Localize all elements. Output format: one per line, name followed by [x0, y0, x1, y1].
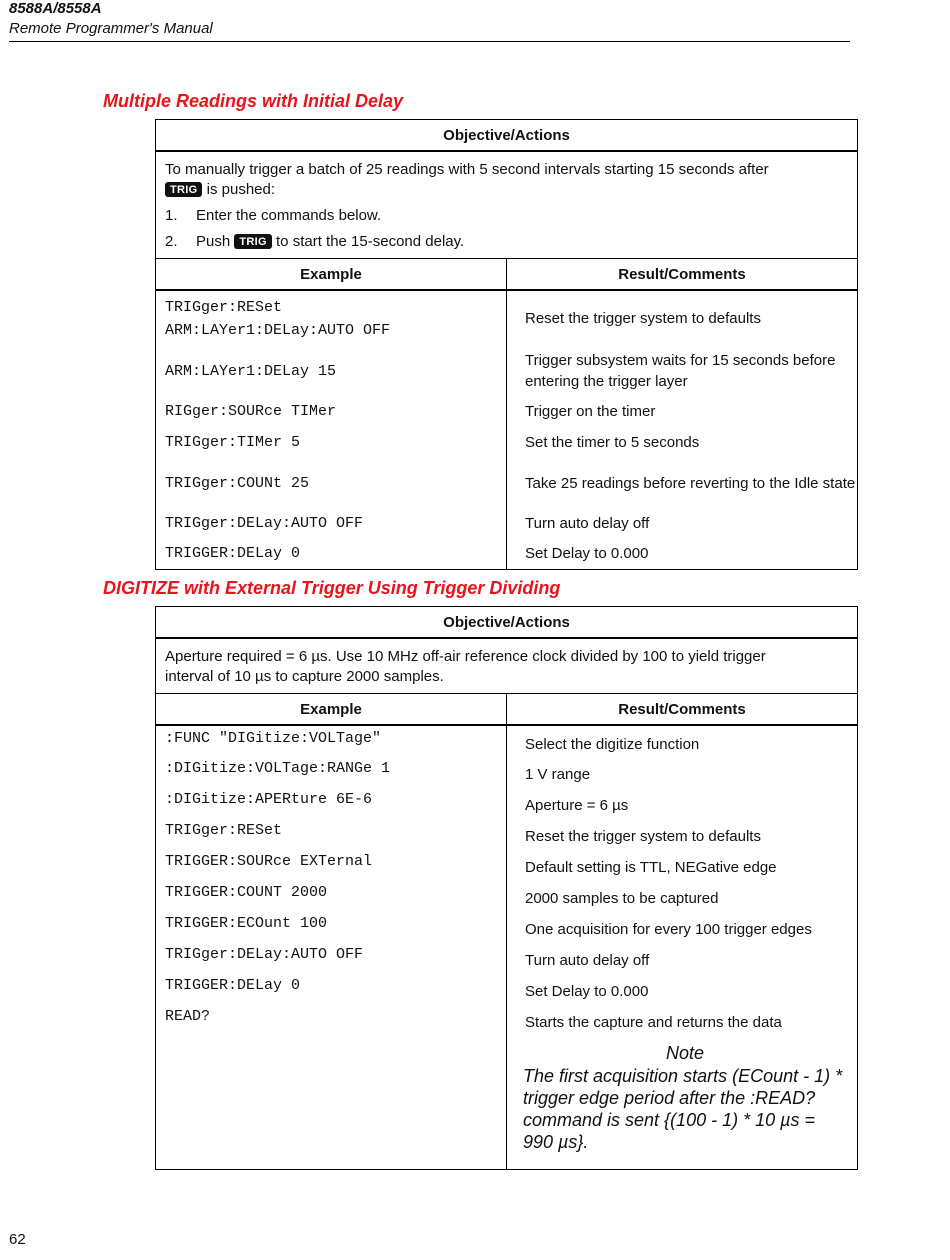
command-text: ARM:LAYer1:DELay:AUTO OFF	[165, 321, 391, 339]
result-column-header: Result/Comments	[507, 259, 858, 291]
note-text: The first acquisition starts (ECount - 1) * trigger edge period after the :READ? command is sent {(100 - 1) * 10 µs = 990 µs}.	[523, 1066, 843, 1152]
section-title-multiple-readings: Multiple Readings with Initial Delay	[103, 91, 404, 111]
comment-cell: Trigger subsystem waits for 15 seconds before entering the trigger layer	[507, 346, 858, 396]
example-column-header: Example	[156, 259, 507, 291]
command-text: TRIGger:TIMer 5	[165, 434, 301, 451]
command-text: TRIGger:RESet	[165, 298, 283, 316]
objective-text-cont	[165, 180, 847, 200]
section-title-digitize: DIGITIZE with External Trigger Using Trigger Dividing	[103, 578, 561, 598]
command-text: TRIGGER:DELay 0	[165, 545, 301, 563]
objective-text: Aperture required = 6 µs. Use 10 MHz off-air reference clock divided by 100 to yield trigger	[165, 648, 766, 665]
command-cell: TRIGGER:DELay 0	[156, 973, 507, 1004]
step-number: 1.	[165, 207, 178, 224]
comment-cell: Trigger on the timer	[507, 396, 858, 427]
column-header-row	[156, 694, 858, 726]
command-cell: TRIGger:DELay:AUTO OFF	[156, 942, 507, 973]
step-item	[165, 232, 847, 252]
table-row	[156, 427, 858, 458]
command-cell	[156, 290, 507, 346]
objective-row	[156, 638, 858, 694]
note-cell	[507, 1035, 858, 1169]
comment-cell: Take 25 readings before reverting to the Idle state	[507, 458, 858, 508]
comment-cell: Set Delay to 0.000	[507, 539, 858, 569]
trig-key-icon: TRIG	[165, 182, 202, 197]
command-cell: :DIGitize:VOLTage:RANGe 1	[156, 756, 507, 787]
table-row	[156, 396, 858, 427]
note-title: Note	[665, 1043, 705, 1063]
step-text: Enter the commands below.	[196, 207, 382, 224]
objective-header: Objective/Actions	[156, 607, 858, 639]
command-cell	[156, 539, 507, 569]
table-row	[156, 458, 858, 508]
table-row	[156, 942, 858, 973]
command-cell: :FUNC "DIGitize:VOLTage"	[156, 725, 507, 756]
objective-text-cont: interval of 10 µs to capture 2000 samples.	[165, 668, 444, 685]
step-number: 2.	[165, 233, 178, 250]
command-text: RIGger:SOURce TIMer	[165, 403, 337, 420]
comment-cell: Set Delay to 0.000	[507, 973, 858, 1004]
step-item	[165, 206, 847, 226]
command-cell: TRIGGER:ECOunt 100	[156, 911, 507, 942]
command-text: TRIGger:DELay:AUTO OFF	[165, 515, 364, 532]
objective-text-rest: is pushed:	[202, 181, 276, 198]
command-cell: TRIGger:RESet	[156, 818, 507, 849]
command-cell	[156, 508, 507, 539]
table-row	[156, 725, 858, 756]
objective-cell	[156, 638, 858, 694]
table-row	[156, 290, 858, 346]
objective-row	[156, 151, 858, 259]
table-row	[156, 849, 858, 880]
table-row	[156, 973, 858, 1004]
objective-header-row	[156, 120, 858, 152]
table-row	[156, 508, 858, 539]
multiple-readings-table	[155, 119, 858, 570]
digitize-table	[155, 606, 858, 1170]
comment-cell: Aperture = 6 µs	[507, 787, 858, 818]
comment-cell: Set the timer to 5 seconds	[507, 427, 858, 458]
command-cell: :DIGitize:APERture 6E-6	[156, 787, 507, 818]
command-cell: TRIGGER:SOURce EXTernal	[156, 849, 507, 880]
objective-header: Objective/Actions	[156, 120, 858, 152]
comment-cell: One acquisition for every 100 trigger edges	[507, 911, 858, 942]
command-cell: READ?	[156, 1004, 507, 1035]
comment-cell: 2000 samples to be captured	[507, 880, 858, 911]
empty-command-cell	[156, 1035, 507, 1169]
command-cell	[156, 346, 507, 396]
example-column-header: Example	[156, 694, 507, 726]
table-row	[156, 539, 858, 569]
command-text: ARM:LAYer1:DELay 15	[165, 362, 337, 380]
comment-cell: Starts the capture and returns the data	[507, 1004, 858, 1035]
table-row	[156, 911, 858, 942]
command-cell	[156, 427, 507, 458]
command-cell	[156, 396, 507, 427]
comment-cell: Reset the trigger system to defaults	[507, 818, 858, 849]
column-header-row	[156, 259, 858, 291]
comment-cell: Reset the trigger system to defaults	[507, 290, 858, 346]
table-row	[156, 756, 858, 787]
objective-header-row	[156, 607, 858, 639]
comment-cell: Turn auto delay off	[507, 942, 858, 973]
command-cell: TRIGGER:COUNT 2000	[156, 880, 507, 911]
table-row	[156, 1004, 858, 1035]
result-column-header: Result/Comments	[507, 694, 858, 726]
comment-cell: Turn auto delay off	[507, 508, 858, 539]
table-row	[156, 880, 858, 911]
table-row	[156, 787, 858, 818]
manual-model: 8588A/8558A	[9, 0, 102, 17]
objective-text: To manually trigger a batch of 25 readings with 5 second intervals starting 15 seconds after	[165, 161, 769, 178]
table-row	[156, 346, 858, 396]
manual-title: Remote Programmer's Manual	[9, 20, 213, 37]
comment-cell: Select the digitize function	[507, 725, 858, 756]
trig-key-icon: TRIG	[234, 234, 271, 249]
header-rule	[9, 41, 850, 42]
page-number: 62	[9, 1231, 26, 1248]
step-text: Push TRIG to start the 15-second delay.	[196, 233, 465, 250]
table-row	[156, 818, 858, 849]
comment-cell: Default setting is TTL, NEGative edge	[507, 849, 858, 880]
note-row	[156, 1035, 858, 1169]
command-cell	[156, 458, 507, 508]
comment-cell: 1 V range	[507, 756, 858, 787]
objective-cell	[156, 151, 858, 259]
command-text: TRIGger:COUNt 25	[165, 474, 310, 492]
